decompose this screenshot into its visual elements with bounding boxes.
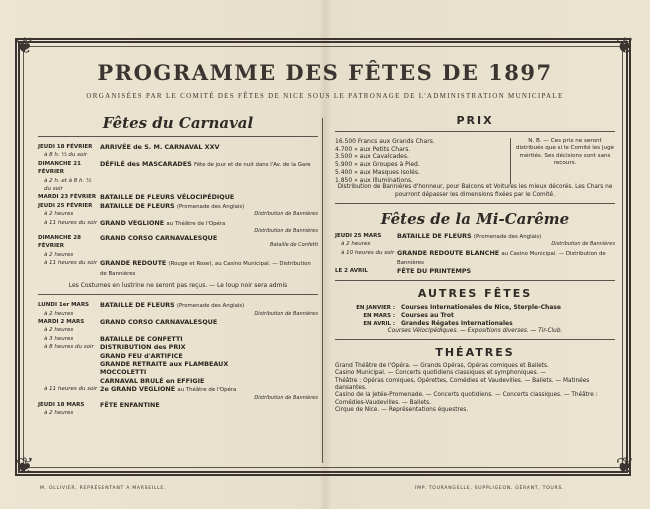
section-rule bbox=[335, 131, 615, 132]
event-name: GRAND CORSO CARNAVALESQUE bbox=[100, 234, 218, 243]
carnaval-events-2 bbox=[38, 301, 318, 417]
mi-careme-events bbox=[335, 232, 615, 276]
event-detail bbox=[100, 193, 318, 201]
event-name: CARNAVAL BRULÉ en EFFIGIE bbox=[100, 376, 205, 385]
event-when bbox=[38, 377, 100, 385]
event-detail bbox=[100, 360, 318, 368]
autres-when: EN JANVIER : bbox=[356, 304, 395, 311]
event-name: GRANDE RETRAITE aux FLAMBEAUX bbox=[100, 359, 229, 368]
event-time: à 11 heures du soir bbox=[44, 219, 98, 226]
prix-item: 5.400 » aux Masques Isolés. bbox=[335, 168, 420, 176]
carnaval-section bbox=[38, 112, 318, 417]
column-divider bbox=[322, 118, 323, 463]
autres-extra: Courses Vélocipédiques. — Expositions diverses. — Tir-Club. bbox=[387, 327, 563, 334]
event-row bbox=[38, 234, 318, 259]
event-detail bbox=[100, 259, 318, 278]
prix-item: 3.500 » aux Cavalcades. bbox=[335, 153, 409, 161]
event-when bbox=[38, 219, 100, 234]
event-when bbox=[38, 318, 100, 335]
corner-ornament-icon: ❦ bbox=[15, 454, 35, 479]
event-detail bbox=[397, 267, 615, 275]
event-name: GRANDE REDOUTE bbox=[100, 259, 167, 268]
event-when bbox=[335, 249, 397, 268]
event-time: à 2 heures bbox=[44, 327, 74, 334]
autres-list bbox=[335, 304, 615, 328]
carnaval-events bbox=[38, 143, 318, 278]
event-name: BATAILLE DE FLEURS bbox=[397, 231, 472, 240]
autres-title: AUTRES FÊTES bbox=[417, 286, 533, 300]
event-name: BATAILLE DE FLEURS bbox=[100, 301, 175, 310]
event-note: (Promenade des Anglais) bbox=[176, 303, 245, 310]
event-name: FÊTE DU PRINTEMPS bbox=[397, 267, 472, 276]
theatre-line: Casino Municipal. — Concerts quotidiens classiques et symphoniques. — bbox=[335, 370, 547, 377]
event-detail bbox=[100, 160, 318, 194]
event-remark: Distribution de Bannières bbox=[254, 228, 318, 235]
theatre-line: Cirque de Nice. — Représentations équestres. bbox=[335, 406, 469, 413]
event-time: à 2 heures bbox=[341, 241, 371, 248]
section-rule bbox=[335, 280, 615, 281]
theatre-line: Casino de la Jetée-Promenade. — Concerts quotidiens. — Concerts classiques. — Théâtre : Comédies-Vaudevilles. — Ballets. bbox=[335, 392, 598, 406]
event-date: MARDI 2 MARS bbox=[38, 318, 85, 325]
event-when bbox=[38, 343, 100, 351]
event-when bbox=[38, 368, 100, 376]
event-row bbox=[38, 301, 318, 318]
event-date: DIMANCHE 28 FÉVRIER bbox=[38, 235, 81, 250]
prix-item: 4.700 » aux Petits Chars. bbox=[335, 145, 411, 153]
costume-notice: Les Costumes en lustrine ne seront pas reçus. — Le loup noir sera admis bbox=[68, 282, 288, 290]
event-when bbox=[38, 335, 100, 343]
mi-careme-title: Fêtes de la Mi-Carême bbox=[380, 209, 570, 228]
section-rule bbox=[335, 339, 615, 340]
event-time: à 2 h. et à 8 h. ½ du soir bbox=[44, 177, 92, 193]
event-when bbox=[38, 385, 100, 400]
event-name: 2e GRAND VEGLIONE bbox=[100, 385, 176, 394]
event-detail bbox=[100, 401, 318, 418]
event-row bbox=[38, 360, 318, 368]
event-name: GRAND VEGLIONE bbox=[100, 218, 165, 227]
autres-when: EN MARS : bbox=[363, 312, 395, 319]
event-when bbox=[335, 267, 397, 275]
event-row bbox=[38, 202, 318, 219]
prix-note: N. B. — Ces prix ne seront distribués que si le Comité les juge mérités. Ses décisions sont sans recours. bbox=[510, 138, 615, 184]
prix-item: 16.500 Francs aux Grands Chars. bbox=[335, 138, 435, 145]
event-note: au Théâtre de l'Opéra bbox=[177, 387, 237, 394]
autres-what: Courses au Trot bbox=[401, 311, 454, 319]
corner-ornament-icon: ❦ bbox=[615, 454, 635, 479]
prix-text: Distribution de Bannières d'honneur, pour Balcons et Voitures les mieux décorés. Les Chars ne pourront dépasser les dimensions fixées par le Comité. bbox=[337, 184, 613, 198]
event-time: à 10 heures du soir bbox=[341, 249, 395, 256]
event-detail bbox=[100, 335, 318, 343]
event-detail bbox=[100, 219, 318, 234]
event-name: BATAILLE DE FLEURS bbox=[100, 201, 175, 210]
event-time: à 11 heures du soir bbox=[44, 260, 98, 267]
event-name: GRAND FEU d'ARTIFICE bbox=[100, 351, 183, 360]
event-remark: Distribution de Bannières bbox=[254, 394, 318, 401]
event-note: Fête de jour et de nuit dans l'Av. de la Gare bbox=[193, 161, 311, 168]
event-row bbox=[335, 232, 615, 249]
autres-what: Courses Internationales de Nice, Sterple-Chase bbox=[401, 303, 561, 311]
footer-right: IMP. TOURANGELLE, SUPPLIGEON, GÉRANT, TOURS. bbox=[415, 486, 565, 491]
event-when bbox=[38, 259, 100, 278]
theatre-line: Grand Théâtre de l'Opéra. — Grands Opéras, Opéras comiques et Ballets. bbox=[335, 363, 549, 370]
corner-ornament-icon: ❦ bbox=[15, 34, 35, 59]
event-name: DISTRIBUTION des PRIX bbox=[100, 343, 186, 352]
event-note: (Rouge et Rose), au Casino Municipal. — Distribution de Bannières bbox=[100, 261, 311, 277]
event-remark: Distribution de Bannières bbox=[254, 310, 318, 317]
event-when bbox=[38, 202, 100, 219]
prix-item: 5.900 » aux Groupes à Pied. bbox=[335, 161, 420, 169]
event-name: MOCCOLETTI bbox=[100, 368, 147, 377]
event-detail bbox=[397, 249, 615, 268]
event-time: à 2 heures bbox=[44, 310, 74, 317]
event-note: au Théâtre de l'Opéra bbox=[166, 220, 226, 227]
event-row bbox=[38, 259, 318, 278]
event-time: à 2 heures bbox=[44, 409, 74, 416]
event-detail bbox=[100, 202, 318, 219]
prix-item: 1.850 » aux Illuminations. bbox=[335, 176, 414, 184]
prix-list bbox=[335, 138, 510, 184]
event-row bbox=[38, 318, 318, 335]
event-when bbox=[38, 143, 100, 160]
event-detail bbox=[100, 318, 318, 335]
event-detail bbox=[100, 352, 318, 360]
autres-what: Grandes Régates Internationales bbox=[401, 319, 513, 327]
autres-row bbox=[335, 312, 615, 320]
carnaval-title: Fêtes du Carnaval bbox=[102, 114, 254, 132]
event-name: BATAILLE DE CONFETTI bbox=[100, 334, 183, 343]
event-name: BATAILLE DE FLEURS VÉLOCIPÉDIQUE bbox=[100, 193, 235, 202]
event-detail bbox=[100, 143, 318, 160]
event-date: LUNDI 1er MARS bbox=[38, 302, 90, 309]
event-remark: Bataille de Confetti bbox=[269, 242, 318, 249]
event-detail bbox=[100, 385, 318, 400]
event-when bbox=[38, 301, 100, 318]
event-when bbox=[38, 160, 100, 194]
event-name: FÊTE ENFANTINE bbox=[100, 400, 160, 409]
event-when bbox=[38, 360, 100, 368]
event-time: à 3 heures bbox=[44, 335, 74, 342]
corner-ornament-icon: ❦ bbox=[615, 34, 635, 59]
event-row bbox=[335, 249, 615, 268]
right-column bbox=[335, 112, 615, 414]
event-detail bbox=[100, 301, 318, 318]
event-note: (Promenade des Anglais) bbox=[176, 203, 245, 210]
autres-when: EN AVRIL : bbox=[363, 320, 395, 327]
event-when bbox=[38, 401, 100, 418]
event-name: GRAND CORSO CARNAVALESQUE bbox=[100, 317, 218, 326]
footer-left: M. OLLIVIER, REPRÉSENTANT A MARSEILLE. bbox=[40, 486, 167, 491]
autres-row bbox=[335, 304, 615, 312]
event-remark: Distribution de Bannières bbox=[254, 211, 318, 218]
event-note: (Promenade des Anglais) bbox=[473, 233, 542, 240]
event-row bbox=[38, 385, 318, 400]
theatres-title: THÉATRES bbox=[435, 346, 515, 360]
event-detail bbox=[100, 368, 318, 376]
event-note: au Casino Municipal. — Distribution de Bannières bbox=[397, 250, 606, 267]
event-name: DÉFILÉ des MASCARADES bbox=[100, 159, 192, 168]
section-rule bbox=[38, 294, 318, 295]
event-row bbox=[38, 219, 318, 234]
prix-block bbox=[335, 138, 615, 184]
event-when bbox=[38, 193, 100, 201]
event-when bbox=[38, 352, 100, 360]
autres-row bbox=[335, 320, 615, 328]
event-date: JEUDI 18 FÉVRIER bbox=[38, 144, 93, 150]
event-row bbox=[38, 143, 318, 160]
event-row bbox=[38, 377, 318, 385]
event-detail bbox=[100, 234, 318, 259]
page-title: PROGRAMME DES FÊTES DE 1897 bbox=[97, 60, 553, 85]
event-row bbox=[38, 401, 318, 418]
event-row bbox=[38, 335, 318, 343]
theatre-lines bbox=[335, 363, 615, 414]
event-detail bbox=[100, 377, 318, 385]
event-name: ARRIVÉE de S. M. CARNAVAL XXV bbox=[100, 143, 220, 151]
event-time: à 2 heures bbox=[44, 251, 74, 258]
event-row bbox=[38, 160, 318, 194]
event-remark: Distribution de Bannières bbox=[551, 241, 615, 248]
theatre-line: Théâtre : Opéras comiques, Opérettes, Comédies et Vaudevilles. — Ballets. — Matinées dansantes. bbox=[335, 377, 590, 392]
event-name: GRANDE REDOUTE BLANCHE bbox=[397, 248, 500, 257]
event-date: LE 2 AVRIL bbox=[335, 268, 368, 275]
event-row bbox=[38, 343, 318, 351]
event-row bbox=[38, 193, 318, 201]
event-time: à 11 heures du soir bbox=[44, 386, 98, 393]
event-row bbox=[38, 352, 318, 360]
event-time: à 2 heures bbox=[44, 211, 74, 218]
event-date: JEUDI 18 MARS bbox=[38, 401, 85, 408]
event-when bbox=[335, 232, 397, 249]
event-row bbox=[335, 267, 615, 275]
event-time: à 8 h. ½ du soir bbox=[44, 152, 88, 159]
event-date: JEUDI 25 FÉVRIER bbox=[38, 202, 93, 209]
event-row bbox=[38, 368, 318, 376]
page-subtitle: ORGANISÉES PAR LE COMITÉ DES FÊTES DE NICE SOUS LE PATRONAGE DE L'ADMINISTRATION MUNICIPALE bbox=[86, 92, 564, 100]
event-when bbox=[38, 234, 100, 259]
event-date: MARDI 23 FÉVRIER bbox=[38, 194, 97, 201]
section-rule bbox=[335, 203, 615, 204]
event-detail bbox=[397, 232, 615, 249]
section-rule bbox=[38, 136, 318, 137]
event-date: JEUDI 25 MARS bbox=[335, 232, 382, 239]
prix-title: PRIX bbox=[456, 114, 494, 127]
event-time: à 8 heures du soir bbox=[44, 344, 94, 351]
event-date: DIMANCHE 21 FÉVRIER bbox=[38, 160, 81, 176]
event-detail bbox=[100, 343, 318, 351]
